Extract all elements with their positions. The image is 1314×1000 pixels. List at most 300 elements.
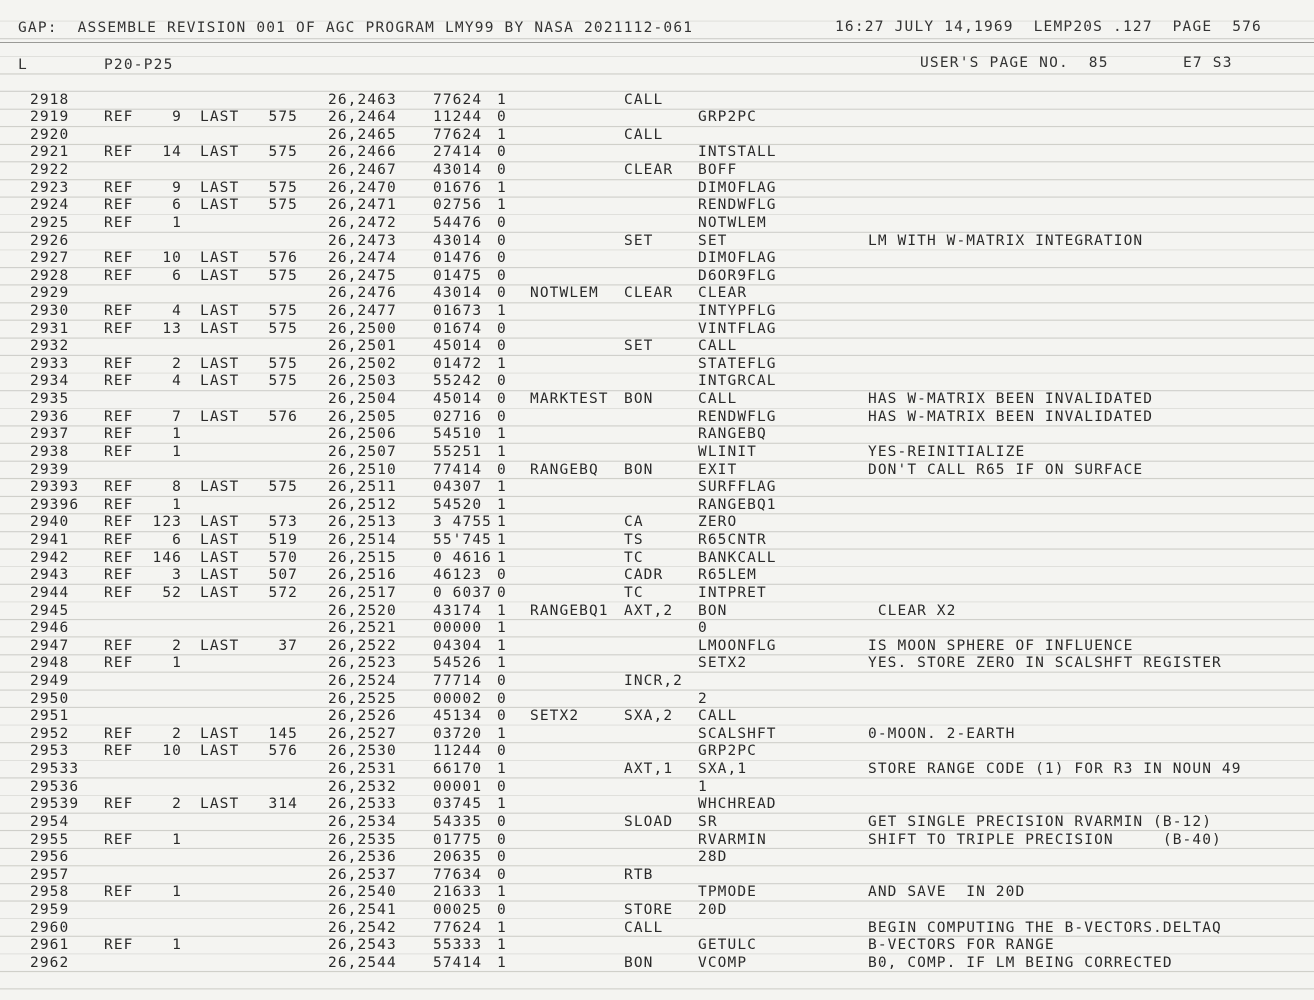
line-number: 2928 (30, 267, 70, 284)
line-number: 2960 (30, 919, 70, 936)
ref-keyword: REF (104, 725, 134, 742)
ref-keyword: REF (104, 320, 134, 337)
parity-bit: 0 (497, 831, 507, 848)
listing-row (0, 902, 1314, 920)
parity-bit: 1 (497, 602, 507, 619)
parity-bit: 0 (497, 285, 507, 302)
comment: B0, COMP. IF LM BEING CORRECTED (868, 954, 1173, 971)
octal-word: 43014 (433, 285, 483, 302)
operand: 20D (698, 902, 728, 918)
ref-count: 10 (162, 250, 182, 267)
memory-address: 26,2514 (328, 532, 397, 548)
listing-row (0, 162, 1314, 180)
octal-word: 55251 (433, 443, 483, 460)
line-number: 2941 (30, 532, 70, 548)
octal-word: 45134 (433, 708, 483, 725)
octal-word: 55333 (433, 937, 483, 954)
ref-count: 1 (172, 884, 182, 901)
last-keyword: LAST (200, 320, 240, 337)
memory-address: 26,2464 (328, 109, 397, 126)
memory-address: 26,2516 (328, 567, 397, 584)
ref-count: 7 (172, 408, 182, 425)
parity-bit: 0 (497, 778, 507, 795)
ref-keyword: REF (104, 549, 134, 566)
ref-count: 1 (172, 831, 182, 848)
line-number: 2932 (30, 338, 70, 355)
operand: SURFFLAG (698, 479, 777, 496)
operand: R65LEM (698, 567, 757, 584)
memory-address: 26,2543 (328, 937, 397, 954)
ref-count: 2 (172, 355, 182, 372)
parity-bit: 1 (497, 514, 507, 531)
line-number: 2942 (30, 549, 70, 566)
memory-address: 26,2476 (328, 285, 397, 302)
octal-word: 43014 (433, 232, 483, 249)
comment: AND SAVE IN 20D (868, 884, 1026, 901)
opcode: AXT,1 (624, 761, 674, 778)
octal-word: 54476 (433, 214, 483, 231)
octal-word: 46123 (433, 567, 483, 584)
line-number: 2955 (30, 831, 70, 848)
line-number: 2952 (30, 725, 70, 742)
parity-bit: 0 (497, 338, 507, 355)
opcode: CADR (624, 567, 664, 584)
listing-row (0, 638, 1314, 656)
ref-count: 9 (172, 109, 182, 126)
source-label: NOTWLEM (530, 285, 599, 302)
octal-word: 0 4616 (433, 549, 492, 566)
comment: DON'T CALL R65 IF ON SURFACE (868, 461, 1144, 478)
memory-address: 26,2521 (328, 620, 397, 637)
parity-bit: 0 (497, 144, 507, 161)
line-number: 2943 (30, 567, 70, 584)
ref-keyword: REF (104, 567, 134, 584)
memory-address: 26,2505 (328, 408, 397, 425)
operand: 1 (698, 778, 708, 795)
octal-word: 54520 (433, 496, 483, 513)
memory-address: 26,2540 (328, 884, 397, 901)
last-page: 575 (268, 267, 298, 284)
listing-row (0, 691, 1314, 709)
ref-count: 3 (172, 567, 182, 584)
ref-count: 14 (162, 144, 182, 161)
parity-bit: 0 (497, 109, 507, 126)
ref-count: 6 (172, 267, 182, 284)
listing-row (0, 955, 1314, 973)
parity-bit: 0 (497, 708, 507, 725)
memory-address: 26,2474 (328, 250, 397, 267)
octal-word: 54526 (433, 655, 483, 672)
ref-keyword: REF (104, 302, 134, 319)
line-number: 2945 (30, 602, 70, 619)
octal-word: 55242 (433, 373, 483, 390)
last-page: 575 (268, 109, 298, 126)
line-number: 2947 (30, 637, 70, 654)
operand: DIMOFLAG (698, 179, 777, 196)
octal-word: 00001 (433, 778, 483, 795)
last-page: 507 (268, 567, 298, 584)
opcode: SLOAD (624, 813, 674, 830)
listing-row (0, 479, 1314, 497)
line-number: 29393 (30, 479, 80, 496)
ref-count: 1 (172, 443, 182, 460)
line-number: 2925 (30, 214, 70, 231)
ref-keyword: REF (104, 214, 134, 231)
operand: SXA,1 (698, 761, 748, 778)
listing-row (0, 215, 1314, 233)
memory-address: 26,2500 (328, 320, 397, 337)
operand: R65CNTR (698, 532, 767, 548)
operand: GETULC (698, 937, 757, 954)
last-page: 575 (268, 373, 298, 390)
last-keyword: LAST (200, 549, 240, 566)
memory-address: 26,2536 (328, 849, 397, 866)
listing-row (0, 321, 1314, 339)
memory-address: 26,2504 (328, 391, 397, 407)
memory-address: 26,2507 (328, 443, 397, 460)
comment: 0-MOON. 2-EARTH (868, 725, 1016, 742)
opcode: CA (624, 514, 644, 531)
opcode: CLEAR (624, 162, 674, 178)
operand: GRP2PC (698, 743, 757, 760)
operand: ZERO (698, 514, 738, 531)
line-number: 2927 (30, 250, 70, 267)
octal-word: 45014 (433, 338, 483, 355)
octal-word: 54510 (433, 426, 483, 443)
last-keyword: LAST (200, 479, 240, 496)
listing-row (0, 849, 1314, 867)
octal-word: 57414 (433, 954, 483, 971)
memory-address: 26,2524 (328, 673, 397, 689)
opcode: INCR,2 (624, 673, 683, 689)
listing-row (0, 796, 1314, 814)
parity-bit: 0 (497, 813, 507, 830)
octal-word: 01676 (433, 179, 483, 196)
header-timestamp-page: 16:27 JULY 14,1969 LEMP20S .127 PAGE 576 (835, 19, 1262, 35)
listing-row (0, 761, 1314, 779)
listing-row (0, 832, 1314, 850)
line-number: 2946 (30, 620, 70, 637)
ref-count: 1 (172, 937, 182, 954)
ref-keyword: REF (104, 655, 134, 672)
parity-bit: 0 (497, 214, 507, 231)
octal-word: 45014 (433, 391, 483, 407)
operand: SET (698, 232, 728, 249)
parity-bit: 0 (497, 162, 507, 178)
parity-bit: 0 (497, 408, 507, 425)
listing-row (0, 391, 1314, 409)
last-page: 576 (268, 408, 298, 425)
header-divider (0, 42, 1314, 43)
listing-row (0, 532, 1314, 550)
opcode: CALL (624, 919, 664, 936)
parity-bit: 1 (497, 479, 507, 496)
parity-bit: 0 (497, 373, 507, 390)
line-number: 2948 (30, 655, 70, 672)
memory-address: 26,2512 (328, 496, 397, 513)
ref-count: 1 (172, 214, 182, 231)
operand: DIMOFLAG (698, 250, 777, 267)
last-page: 576 (268, 743, 298, 760)
comment: GET SINGLE PRECISION RVARMIN (B-12) (868, 813, 1213, 830)
ref-count: 146 (152, 549, 182, 566)
operand: RANGEBQ (698, 426, 767, 443)
listing-row (0, 250, 1314, 268)
opcode: SXA,2 (624, 708, 674, 725)
operand: 0 (698, 620, 708, 637)
opcode: STORE (624, 902, 674, 918)
line-number: 29396 (30, 496, 80, 513)
line-number: 2951 (30, 708, 70, 725)
memory-address: 26,2477 (328, 302, 397, 319)
last-page: 570 (268, 549, 298, 566)
ref-keyword: REF (104, 743, 134, 760)
parity-bit: 0 (497, 690, 507, 707)
last-page: 575 (268, 302, 298, 319)
listing-row (0, 444, 1314, 462)
opcode: AXT,2 (624, 602, 674, 619)
octal-word: 01775 (433, 831, 483, 848)
line-number: 2959 (30, 902, 70, 918)
last-keyword: LAST (200, 796, 240, 813)
last-page: 575 (268, 355, 298, 372)
octal-word: 20635 (433, 849, 483, 866)
memory-address: 26,2475 (328, 267, 397, 284)
comment: CLEAR X2 (868, 602, 957, 619)
operand: EXIT (698, 461, 738, 478)
operand: D6OR9FLG (698, 267, 777, 284)
ref-keyword: REF (104, 496, 134, 513)
octal-word: 55'745 (433, 532, 492, 548)
parity-bit: 1 (497, 549, 507, 566)
memory-address: 26,2532 (328, 778, 397, 795)
last-page: 314 (268, 796, 298, 813)
line-number: 2922 (30, 162, 70, 178)
octal-word: 00025 (433, 902, 483, 918)
line-number: 2920 (30, 126, 70, 143)
line-number: 29539 (30, 796, 80, 813)
listing-row (0, 937, 1314, 955)
last-keyword: LAST (200, 373, 240, 390)
ref-keyword: REF (104, 267, 134, 284)
ref-keyword: REF (104, 584, 134, 601)
parity-bit: 1 (497, 637, 507, 654)
opcode: SET (624, 232, 654, 249)
line-number: 2934 (30, 373, 70, 390)
last-page: 145 (268, 725, 298, 742)
line-number: 29536 (30, 778, 80, 795)
line-number: 2930 (30, 302, 70, 319)
operand: INTSTALL (698, 144, 777, 161)
octal-word: 43174 (433, 602, 483, 619)
memory-address: 26,2506 (328, 426, 397, 443)
operand: BOFF (698, 162, 738, 178)
operand: CALL (698, 391, 738, 407)
octal-word: 03720 (433, 725, 483, 742)
header-title: GAP: ASSEMBLE REVISION 001 OF AGC PROGRAM LMY99 BY NASA 2021112-061 (18, 20, 694, 36)
opcode: RTB (624, 866, 654, 883)
operand: CALL (698, 708, 738, 725)
last-keyword: LAST (200, 637, 240, 654)
listing-row (0, 127, 1314, 145)
parity-bit: 0 (497, 743, 507, 760)
operand: LMOONFLG (698, 637, 777, 654)
memory-address: 26,2463 (328, 91, 397, 108)
listing-row (0, 144, 1314, 162)
memory-address: 26,2465 (328, 126, 397, 143)
memory-address: 26,2520 (328, 602, 397, 619)
ref-count: 4 (172, 302, 182, 319)
source-label: MARKTEST (530, 391, 609, 407)
line-number: 2937 (30, 426, 70, 443)
operand: BON (698, 602, 728, 619)
octal-word: 00002 (433, 690, 483, 707)
line-number: 2958 (30, 884, 70, 901)
ref-count: 6 (172, 197, 182, 214)
comment: IS MOON SPHERE OF INFLUENCE (868, 637, 1134, 654)
ref-count: 10 (162, 743, 182, 760)
parity-bit: 0 (497, 584, 507, 601)
ref-keyword: REF (104, 250, 134, 267)
memory-address: 26,2513 (328, 514, 397, 531)
line-number: 2933 (30, 355, 70, 372)
memory-address: 26,2501 (328, 338, 397, 355)
ref-keyword: REF (104, 144, 134, 161)
parity-bit: 1 (497, 620, 507, 637)
listing-row (0, 462, 1314, 480)
operand: RANGEBQ1 (698, 496, 777, 513)
line-number: 2962 (30, 954, 70, 971)
memory-address: 26,2473 (328, 232, 397, 249)
operand: 28D (698, 849, 728, 866)
opcode: CALL (624, 126, 664, 143)
ref-count: 2 (172, 796, 182, 813)
ref-count: 1 (172, 426, 182, 443)
listing-row (0, 409, 1314, 427)
source-label: RANGEBQ (530, 461, 599, 478)
octal-word: 77634 (433, 866, 483, 883)
memory-address: 26,2467 (328, 162, 397, 178)
listing-row (0, 814, 1314, 832)
octal-word: 43014 (433, 162, 483, 178)
ref-keyword: REF (104, 109, 134, 126)
octal-word: 54335 (433, 813, 483, 830)
listing-row (0, 109, 1314, 127)
parity-bit: 0 (497, 250, 507, 267)
ref-count: 123 (152, 514, 182, 531)
section-mark: L (18, 57, 28, 73)
memory-address: 26,2530 (328, 743, 397, 760)
parity-bit: 1 (497, 355, 507, 372)
comment: LM WITH W-MATRIX INTEGRATION (868, 232, 1144, 249)
octal-word: 00000 (433, 620, 483, 637)
listing-row (0, 603, 1314, 621)
operand: VINTFLAG (698, 320, 777, 337)
line-number: 2954 (30, 813, 70, 830)
listing-row (0, 550, 1314, 568)
last-keyword: LAST (200, 197, 240, 214)
last-page: 572 (268, 584, 298, 601)
octal-word: 11244 (433, 109, 483, 126)
opcode: BON (624, 391, 654, 407)
line-number: 2921 (30, 144, 70, 161)
parity-bit: 0 (497, 673, 507, 689)
listing-row (0, 884, 1314, 902)
ref-count: 4 (172, 373, 182, 390)
octal-word: 21633 (433, 884, 483, 901)
last-page: 37 (278, 637, 298, 654)
comment: HAS W-MATRIX BEEN INVALIDATED (868, 408, 1154, 425)
listing-row (0, 180, 1314, 198)
parity-bit: 1 (497, 655, 507, 672)
listing-row (0, 655, 1314, 673)
listing-row (0, 514, 1314, 532)
comment: YES-REINITIALIZE (868, 443, 1026, 460)
last-page: 575 (268, 144, 298, 161)
line-number: 2923 (30, 179, 70, 196)
octal-word: 01472 (433, 355, 483, 372)
listing-row (0, 197, 1314, 215)
parity-bit: 1 (497, 919, 507, 936)
listing-row (0, 867, 1314, 885)
last-keyword: LAST (200, 267, 240, 284)
opcode: TS (624, 532, 644, 548)
source-label: SETX2 (530, 708, 580, 725)
operand: TPMODE (698, 884, 757, 901)
comment: B-VECTORS FOR RANGE (868, 937, 1055, 954)
ref-count: 9 (172, 179, 182, 196)
line-number: 2953 (30, 743, 70, 760)
ref-keyword: REF (104, 637, 134, 654)
ref-keyword: REF (104, 408, 134, 425)
operand: INTGRCAL (698, 373, 777, 390)
operand: STATEFLG (698, 355, 777, 372)
last-keyword: LAST (200, 355, 240, 372)
memory-address: 26,2502 (328, 355, 397, 372)
memory-address: 26,2544 (328, 954, 397, 971)
last-keyword: LAST (200, 584, 240, 601)
line-number: 2944 (30, 584, 70, 601)
parity-bit: 0 (497, 461, 507, 478)
listing-row (0, 338, 1314, 356)
parity-bit: 1 (497, 532, 507, 548)
ref-count: 52 (162, 584, 182, 601)
line-number: 2924 (30, 197, 70, 214)
listing-row (0, 92, 1314, 110)
memory-address: 26,2517 (328, 584, 397, 601)
line-number: 2926 (30, 232, 70, 249)
listing-row (0, 268, 1314, 286)
memory-address: 26,2535 (328, 831, 397, 848)
parity-bit: 0 (497, 849, 507, 866)
operand: RENDWFLG (698, 197, 777, 214)
memory-address: 26,2523 (328, 655, 397, 672)
last-keyword: LAST (200, 302, 240, 319)
comment: BEGIN COMPUTING THE B-VECTORS.DELTAQ (868, 919, 1222, 936)
memory-address: 26,2466 (328, 144, 397, 161)
parity-bit: 1 (497, 91, 507, 108)
octal-word: 77624 (433, 126, 483, 143)
ref-count: 2 (172, 725, 182, 742)
line-number: 2935 (30, 391, 70, 407)
comment: STORE RANGE CODE (1) FOR R3 IN NOUN 49 (868, 761, 1242, 778)
ref-keyword: REF (104, 197, 134, 214)
opcode: BON (624, 954, 654, 971)
users-page-number: USER'S PAGE NO. 85 (920, 55, 1109, 71)
memory-address: 26,2534 (328, 813, 397, 830)
ref-keyword: REF (104, 479, 134, 496)
parity-bit: 0 (497, 866, 507, 883)
